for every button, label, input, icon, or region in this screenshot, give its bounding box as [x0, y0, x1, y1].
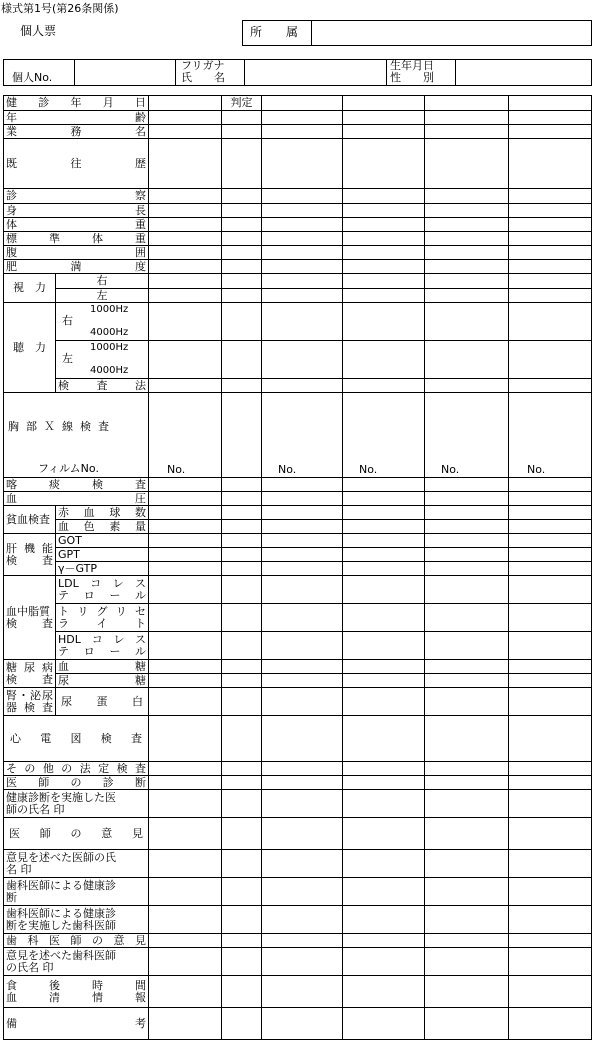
label-opinion: 医師の意見	[4, 818, 149, 850]
row-dental-opinion-doctor	[4, 948, 592, 976]
row-age	[4, 111, 592, 125]
film-no-1: No.	[167, 463, 186, 476]
label-hearing-method: 検査法	[56, 379, 149, 393]
row-height	[4, 204, 592, 218]
label-sputum: 喀痰検査	[4, 478, 149, 492]
label-ecg: 心電図検査	[4, 716, 149, 762]
label-dm-2: 検査	[6, 672, 53, 686]
label-serum-info: 血清情報	[6, 990, 146, 1004]
row-hdl	[4, 632, 592, 660]
row-opinion	[4, 818, 592, 850]
film-no-2: No.	[278, 463, 297, 476]
row-vision-left	[4, 289, 592, 303]
label-opinion-name-1: 意見を述べた医師の氏	[6, 850, 116, 864]
sex-label: 性 別	[390, 71, 434, 84]
row-ldl	[4, 576, 592, 604]
row-std-weight	[4, 232, 592, 246]
label-dental-2: 断	[6, 890, 17, 904]
label-film-no: フィルムNo.	[38, 462, 99, 475]
personal-no-field[interactable]	[76, 60, 176, 85]
row-urine-sugar	[4, 674, 592, 688]
row-ggtp	[4, 562, 592, 576]
label-ggtp: γ－GTP	[56, 562, 149, 576]
label-doctor-name-1: 健康診断を実施した医	[6, 790, 116, 804]
label-vision: 視 力	[4, 274, 56, 303]
row-sputum	[4, 478, 592, 492]
label-height: 身長	[4, 204, 149, 218]
label-hearing-left-1000: 1000Hz	[90, 342, 129, 353]
label-hearing-left-4000: 4000Hz	[90, 365, 129, 376]
form-title: 様式第1号(第26条関係)	[1, 2, 119, 15]
label-dm-1: 糖尿病	[6, 660, 53, 674]
row-other	[4, 762, 592, 776]
label-std-weight: 標準体重	[4, 232, 149, 246]
affiliation-field[interactable]	[313, 21, 590, 45]
label-age: 年齢	[4, 111, 149, 125]
row-date	[4, 96, 592, 111]
health-record-table	[3, 95, 592, 1040]
label-dental-doctor-2: 断を実施した歯科医師	[6, 918, 116, 932]
film-no-5: No.	[527, 463, 546, 476]
label-ldl-1: LDLコレス	[58, 576, 146, 590]
row-weight	[4, 218, 592, 232]
row-got	[4, 534, 592, 548]
row-dental	[4, 878, 592, 906]
judgement-label: 判定	[222, 96, 262, 111]
row-hearing-method	[4, 379, 592, 393]
row-hearing-right	[4, 303, 592, 341]
row-ecg	[4, 716, 592, 762]
row-obesity	[4, 260, 592, 274]
label-dental-opinion: 歯科医師の意見	[4, 934, 149, 948]
row-exam	[4, 189, 592, 204]
row-dental-opinion	[4, 934, 592, 948]
label-tg-2: ライト	[58, 616, 146, 630]
label-dental-1: 歯科医師による健康診	[6, 878, 116, 892]
row-rbc	[4, 506, 592, 520]
film-no-4: No.	[441, 463, 460, 476]
label-exam: 診察	[4, 189, 149, 204]
row-blood-sugar	[4, 660, 592, 674]
label-weight: 体重	[4, 218, 149, 232]
label-dental-doctor-1: 歯科医師による健康診	[6, 906, 116, 920]
label-liver-1: 肝機能	[6, 541, 53, 555]
label-hearing-right: 右	[62, 314, 73, 327]
label-anemia: 貧血検査	[4, 506, 56, 534]
birth-sex-field[interactable]	[457, 60, 590, 85]
label-urine-protein: 尿蛋白	[56, 688, 149, 716]
affiliation-label: 所 属	[250, 25, 299, 39]
row-gpt	[4, 548, 592, 562]
label-blood-sugar: 血糖	[56, 660, 149, 674]
label-dental-opinion-name-1: 意見を述べた歯科医師	[6, 948, 116, 962]
label-opinion-name-2: 名 印	[6, 862, 32, 876]
label-urine-sugar: 尿糖	[56, 674, 149, 688]
label-tg-1: トリグリセ	[58, 604, 146, 618]
label-bp: 血圧	[4, 492, 149, 506]
label-diagnosis: 医師の診断	[4, 776, 149, 790]
label-kidney-2: 器検査	[6, 700, 53, 714]
label-obesity: 肥満度	[4, 260, 149, 274]
label-gpt: GPT	[56, 548, 149, 562]
birth-date-label: 生年月日	[390, 59, 434, 72]
label-lipid-1: 血中脂質	[6, 604, 50, 618]
row-urine-protein	[4, 688, 592, 716]
label-xray: 胸部Ｘ線検査	[8, 420, 116, 433]
label-hearing-right-4000: 4000Hz	[90, 327, 129, 338]
film-no-3: No.	[359, 463, 378, 476]
row-dental-doctor	[4, 906, 592, 934]
label-lipid-2: 検査	[6, 616, 53, 630]
furigana-label: フリガナ	[181, 59, 225, 72]
row-opinion-doctor	[4, 850, 592, 878]
row-tg	[4, 604, 592, 632]
row-job	[4, 125, 592, 139]
label-meal-time: 食後時間	[6, 978, 146, 992]
row-meal-serum	[4, 976, 592, 1008]
row-remarks	[4, 1008, 592, 1040]
label-dental-opinion-name-2: の氏名 印	[6, 960, 54, 974]
label-job: 業務名	[4, 125, 149, 139]
personal-record-title: 個人票	[20, 24, 57, 38]
row-doctor-name	[4, 790, 592, 818]
label-hb: 血色素量	[56, 520, 149, 534]
row-hb	[4, 520, 592, 534]
personal-no-label: 個人No.	[12, 71, 53, 84]
label-ldl-2: テロール	[58, 588, 146, 602]
label-hearing: 聴 力	[4, 303, 56, 393]
row-history	[4, 139, 592, 189]
name-field[interactable]	[246, 60, 386, 85]
label-waist: 腹囲	[4, 246, 149, 260]
label-kidney-1: 腎・泌尿	[6, 688, 53, 702]
label-hdl-1: HDLコレス	[58, 632, 146, 646]
row-vision-right	[4, 274, 592, 289]
label-other: その他の法定検査	[4, 762, 149, 776]
row-waist	[4, 246, 592, 260]
row-xray	[4, 393, 592, 478]
label-vision-left: 左	[56, 289, 149, 303]
label-hearing-left: 左	[62, 352, 73, 365]
label-vision-right: 右	[56, 274, 149, 289]
label-hearing-right-1000: 1000Hz	[90, 304, 129, 315]
name-label: 氏 名	[181, 71, 225, 84]
label-remarks: 備考	[4, 1008, 149, 1040]
row-diagnosis	[4, 776, 592, 790]
label-rbc: 赤血球数	[56, 506, 149, 520]
label-liver-2: 検査	[6, 553, 53, 567]
row-hearing-left	[4, 341, 592, 379]
label-history: 既往歴	[4, 139, 149, 189]
label-doctor-name-2: 師の氏名 印	[6, 802, 65, 816]
label-hdl-2: テロール	[58, 644, 146, 658]
row-bp	[4, 492, 592, 506]
label-got: GOT	[56, 534, 149, 548]
label-date: 健診年月日	[4, 96, 149, 111]
